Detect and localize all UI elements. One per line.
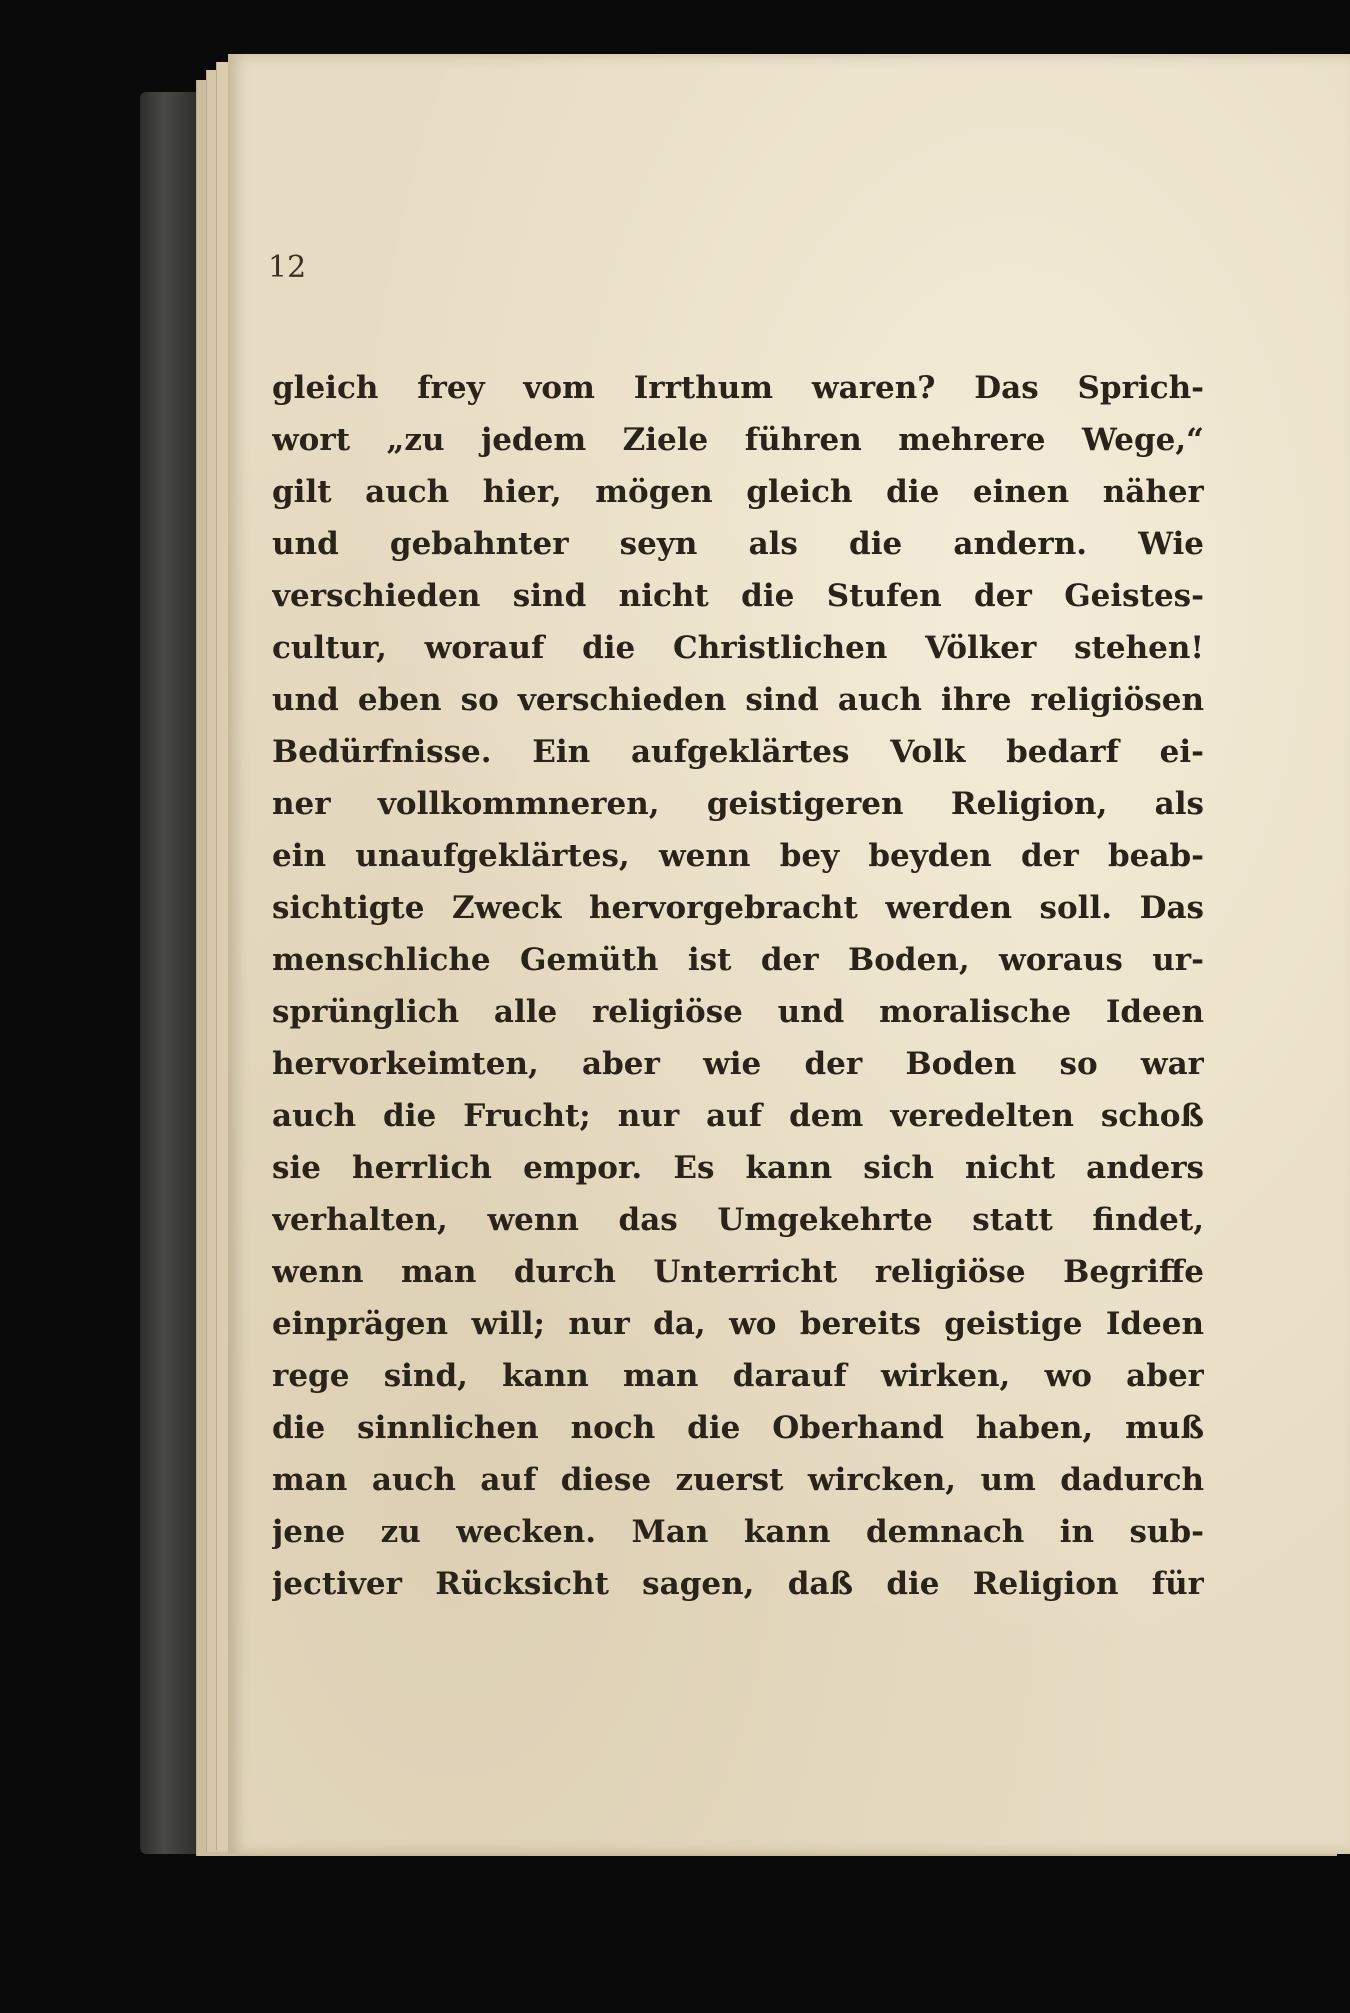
page-number: 12 — [268, 250, 307, 285]
text-line: gleich frey vom Irrthum waren? Das Sprich- — [272, 370, 1204, 406]
text-line: auch die Frucht; nur auf dem veredelten schoß — [272, 1098, 1204, 1134]
text-line: und gebahnter seyn als die andern. Wie — [272, 526, 1204, 562]
text-line: man auch auf diese zuerst wircken, um dadurch — [272, 1462, 1204, 1498]
text-line: wenn man durch Unterricht religiöse Begriffe — [272, 1254, 1204, 1290]
text-line: sichtigte Zweck hervorgebracht werden soll. Das — [272, 890, 1204, 926]
text-line: cultur, worauf die Christlichen Völker stehen! — [272, 630, 1204, 666]
text-line: verhalten, wenn das Umgekehrte statt findet, — [272, 1202, 1204, 1238]
text-line: wort „zu jedem Ziele führen mehrere Wege,“ — [272, 422, 1204, 458]
text-line: menschliche Gemüth ist der Boden, woraus ur- — [272, 942, 1204, 978]
text-line: jectiver Rücksicht sagen, daß die Religion für — [272, 1566, 1204, 1602]
body-text — [272, 362, 1204, 1610]
text-line: und eben so verschieden sind auch ihre religiösen — [272, 682, 1204, 718]
text-line: sie herrlich empor. Es kann sich nicht anders — [272, 1150, 1204, 1186]
text-line: ein unaufgeklärtes, wenn bey beyden der beab- — [272, 838, 1204, 874]
text-line: einprägen will; nur da, wo bereits geistige Ideen — [272, 1306, 1204, 1342]
text-line: Bedürfnisse. Ein aufgeklärtes Volk bedarf ei- — [272, 734, 1204, 770]
text-line: hervorkeimten, aber wie der Boden so war — [272, 1046, 1204, 1082]
text-line: sprünglich alle religiöse und moralische Ideen — [272, 994, 1204, 1030]
text-line: rege sind, kann man darauf wirken, wo aber — [272, 1358, 1204, 1394]
text-line: verschieden sind nicht die Stufen der Geistes- — [272, 578, 1204, 614]
text-line: die sinnlichen noch die Oberhand haben, muß — [272, 1410, 1204, 1446]
text-line: ner vollkommneren, geistigeren Religion, als — [272, 786, 1204, 822]
text-line: jene zu wecken. Man kann demnach in sub- — [272, 1514, 1204, 1550]
text-line: gilt auch hier, mögen gleich die einen näher — [272, 474, 1204, 510]
